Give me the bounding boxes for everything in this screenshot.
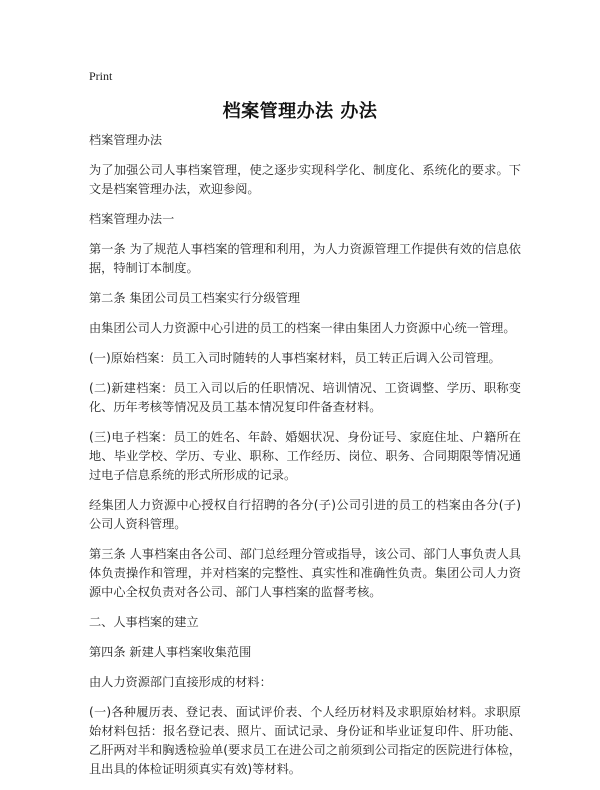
document-title: 档案管理办法 办法 bbox=[222, 101, 378, 122]
article-paragraph: 第一条 为了规范人事档案的管理和利用，为人力资源管理工作提供有效的信息依据，特制订本制度。 bbox=[89, 242, 521, 275]
print-label: Print bbox=[89, 69, 113, 83]
list-item: (一)原始档案：员工入司时随转的人事档案材料，员工转正后调入公司管理。 bbox=[89, 351, 501, 365]
body-paragraph: 经集团人力资源中心授权自行招聘的各分(子)公司引进的员工的档案由各分(子)公司人资科管理。 bbox=[89, 498, 521, 531]
list-item: (一)各种履历表、登记表、面试评价表、个人经历材料及求职原始材料。求职原始材料包括：报名登记表、照片、面试记录、身份证和毕业证复印件、肝功能、乙肝两对半和胸透检验单(要求员工在进公司之前须到公司指定的医院进行体检，且出具的体检证明须真实有效)等材料。 bbox=[89, 705, 521, 776]
section-heading: 档案管理办法 bbox=[89, 133, 163, 147]
list-item: (三)电子档案：员工的姓名、年龄、婚姻状况、身份证号、家庭住址、户籍所在地、毕业学校、学历、专业、职称、工作经历、岗位、职务、合同期限等情况通过电子信息系统的形式所形成的记录。 bbox=[89, 430, 521, 482]
section-heading: 二、人事档案的建立 bbox=[89, 615, 199, 629]
body-paragraph: 由人力资源部门直接形成的材料： bbox=[89, 675, 272, 689]
article-paragraph: 第二条 集团公司员工档案实行分级管理 bbox=[89, 291, 301, 305]
list-item: (二)新建档案：员工入司以后的任职情况、培训情况、工资调整、学历、职称变化、历年考核等情况及员工基本情况复印件备查材料。 bbox=[89, 381, 521, 414]
article-paragraph: 第四条 新建人事档案收集范围 bbox=[89, 645, 252, 659]
article-paragraph: 第三条 人事档案由各公司、部门总经理分管或指导，该公司、部门人事负责人具体负责操作和管理，并对档案的完整性、真实性和准确性负责。集团公司人力资源中心全权负责对各公司、部门人事档案的监督考核。 bbox=[89, 547, 521, 599]
intro-paragraph: 为了加强公司人事档案管理，使之逐步实现科学化、制度化、系统化的要求。下文是档案管理办法，欢迎参阅。 bbox=[89, 163, 521, 196]
document-body bbox=[89, 131, 521, 790]
section-heading: 档案管理办法一 bbox=[89, 212, 175, 226]
body-paragraph: 由集团公司人力资源中心引进的员工的档案一律由集团人力资源中心统一管理。 bbox=[89, 321, 516, 335]
